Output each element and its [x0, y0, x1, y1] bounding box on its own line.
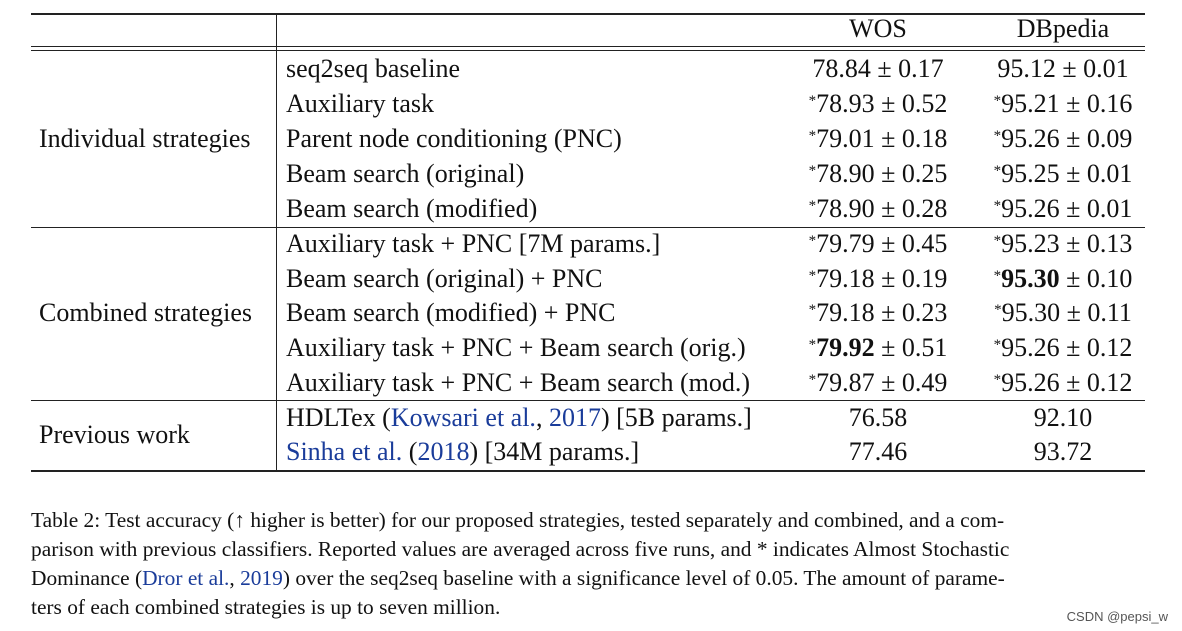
method-text: ) [34M params.] [469, 437, 640, 466]
method-text: HDLTex ( [286, 403, 391, 432]
significance-marker: * [808, 163, 817, 179]
method-cell: Auxiliary task + PNC + Beam search (mod.) [286, 368, 751, 397]
dbpedia-cell [963, 52, 1163, 86]
column-separator [276, 13, 277, 472]
wos-cell [773, 87, 983, 121]
dbpedia-cell [963, 87, 1163, 121]
group-label-combined: Combined strategies [39, 298, 253, 327]
value-text: 93.72 [1033, 437, 1093, 466]
value-text: 95.25 ± 0.01 [1001, 159, 1133, 188]
significance-marker: * [993, 233, 1002, 249]
group-label-previous: Previous work [39, 420, 190, 449]
method-cell: Beam search (original) [286, 159, 525, 188]
significance-marker: * [808, 302, 817, 318]
wos-cell [773, 366, 983, 400]
caption-text: ) over the seq2seq baseline with a significance level of 0.05. The amount of parame- [282, 566, 1005, 590]
significance-marker: * [993, 93, 1002, 109]
method-text: ) [5B params.] [600, 403, 752, 432]
method-cell: Beam search (modified) + PNC [286, 298, 616, 327]
value-text: 78.93 ± 0.52 [816, 89, 948, 118]
value-text: 92.10 [1033, 403, 1093, 432]
wos-cell [773, 192, 983, 226]
value-text: 78.90 ± 0.28 [816, 194, 948, 223]
significance-marker: * [808, 128, 817, 144]
wos-cell [773, 52, 983, 86]
method-cell: Parent node conditioning (PNC) [286, 124, 622, 153]
citation-year-link[interactable]: 2018 [417, 437, 470, 466]
method-cell: seq2seq baseline [286, 54, 461, 83]
caption-line: Table 2: Test accuracy (↑ higher is better) for our proposed strategies, tested separately and combined, and a com- [31, 508, 1005, 532]
significance-marker: * [808, 268, 817, 284]
table-caption [31, 506, 1153, 622]
header-rule-1 [31, 46, 1145, 47]
value-text: 78.90 ± 0.25 [816, 159, 948, 188]
wos-cell [773, 262, 983, 296]
dbpedia-cell [963, 366, 1163, 400]
value-text: 95.26 ± 0.09 [1001, 124, 1133, 153]
group-label-individual: Individual strategies [39, 124, 251, 153]
wos-cell [773, 401, 983, 435]
caption-text: Dominance ( [31, 566, 143, 590]
value-text: 95.26 ± 0.12 [1001, 333, 1133, 362]
value-text: 95.26 ± 0.12 [1001, 368, 1133, 397]
dbpedia-cell [963, 227, 1163, 261]
caption-line: ters of each combined strategies is up to seven million. [31, 595, 501, 619]
significance-marker: * [808, 372, 817, 388]
value-text: 79.87 ± 0.49 [816, 368, 948, 397]
method-cell: Beam search (original) + PNC [286, 264, 603, 293]
method-text: ( [402, 437, 418, 466]
value-text: 95.26 ± 0.01 [1001, 194, 1133, 223]
bottom-rule [31, 470, 1145, 472]
value-text: 95.12 ± 0.01 [997, 54, 1129, 83]
significance-marker: * [808, 198, 817, 214]
caption-line [31, 564, 1153, 593]
significance-marker: * [808, 93, 817, 109]
wos-cell [773, 435, 983, 469]
dbpedia-cell [963, 435, 1163, 469]
best-value: 79.92 [816, 333, 875, 362]
dbpedia-cell [963, 296, 1163, 330]
value-text: ± 0.10 [1059, 264, 1133, 293]
value-text: ± 0.51 [874, 333, 948, 362]
value-text: 78.84 ± 0.17 [812, 54, 944, 83]
value-text: 95.23 ± 0.13 [1001, 229, 1133, 258]
method-text: , [535, 403, 549, 432]
significance-marker: * [993, 372, 1002, 388]
significance-marker: * [993, 198, 1002, 214]
watermark: CSDN @pepsi_w [1066, 609, 1168, 624]
dbpedia-cell [963, 192, 1163, 226]
wos-cell [773, 122, 983, 156]
value-text: 77.46 [848, 437, 908, 466]
method-cell [286, 401, 752, 435]
dbpedia-cell [963, 157, 1163, 191]
value-text: 79.79 ± 0.45 [816, 229, 948, 258]
significance-marker: * [994, 302, 1002, 318]
method-cell: Auxiliary task + PNC + Beam search (orig.) [286, 333, 746, 362]
significance-marker: * [993, 337, 1002, 353]
citation-link[interactable]: Kowsari et al. [390, 403, 536, 432]
wos-cell [773, 157, 983, 191]
value-text: 79.18 ± 0.23 [816, 298, 948, 327]
value-text: 79.18 ± 0.19 [816, 264, 948, 293]
significance-marker: * [993, 128, 1002, 144]
dbpedia-cell [963, 331, 1163, 365]
significance-marker: * [993, 163, 1002, 179]
caption-line: parison with previous classifiers. Reported values are averaged across five runs, and * indicates Almost Stochastic [31, 537, 1010, 561]
wos-cell [773, 227, 983, 261]
citation-link[interactable]: Dror et al. [142, 566, 230, 590]
significance-marker: * [993, 268, 1002, 284]
header-wos: WOS [849, 14, 907, 43]
wos-cell [773, 296, 983, 330]
value-text: 76.58 [848, 403, 908, 432]
dbpedia-cell [963, 122, 1163, 156]
dbpedia-cell [963, 262, 1163, 296]
method-cell: Auxiliary task + PNC [7M params.] [286, 229, 661, 258]
header-dbpedia: DBpedia [1016, 14, 1110, 43]
citation-year-link[interactable]: 2017 [548, 403, 601, 432]
citation-link[interactable]: Sinha et al. [286, 437, 403, 466]
caption-text: , [229, 566, 241, 590]
wos-cell [773, 331, 983, 365]
method-cell: Auxiliary task [286, 89, 435, 118]
dbpedia-cell [963, 401, 1163, 435]
best-value: 95.30 [1001, 264, 1060, 293]
method-cell: Beam search (modified) [286, 194, 538, 223]
value-text: 95.30 ± 0.11 [1001, 298, 1132, 327]
header-rule-2 [31, 50, 1145, 51]
value-text: 79.01 ± 0.18 [816, 124, 948, 153]
citation-year-link[interactable]: 2019 [240, 566, 283, 590]
value-text: 95.21 ± 0.16 [1001, 89, 1133, 118]
method-cell [286, 435, 639, 469]
significance-marker: * [808, 337, 817, 353]
significance-marker: * [808, 233, 817, 249]
